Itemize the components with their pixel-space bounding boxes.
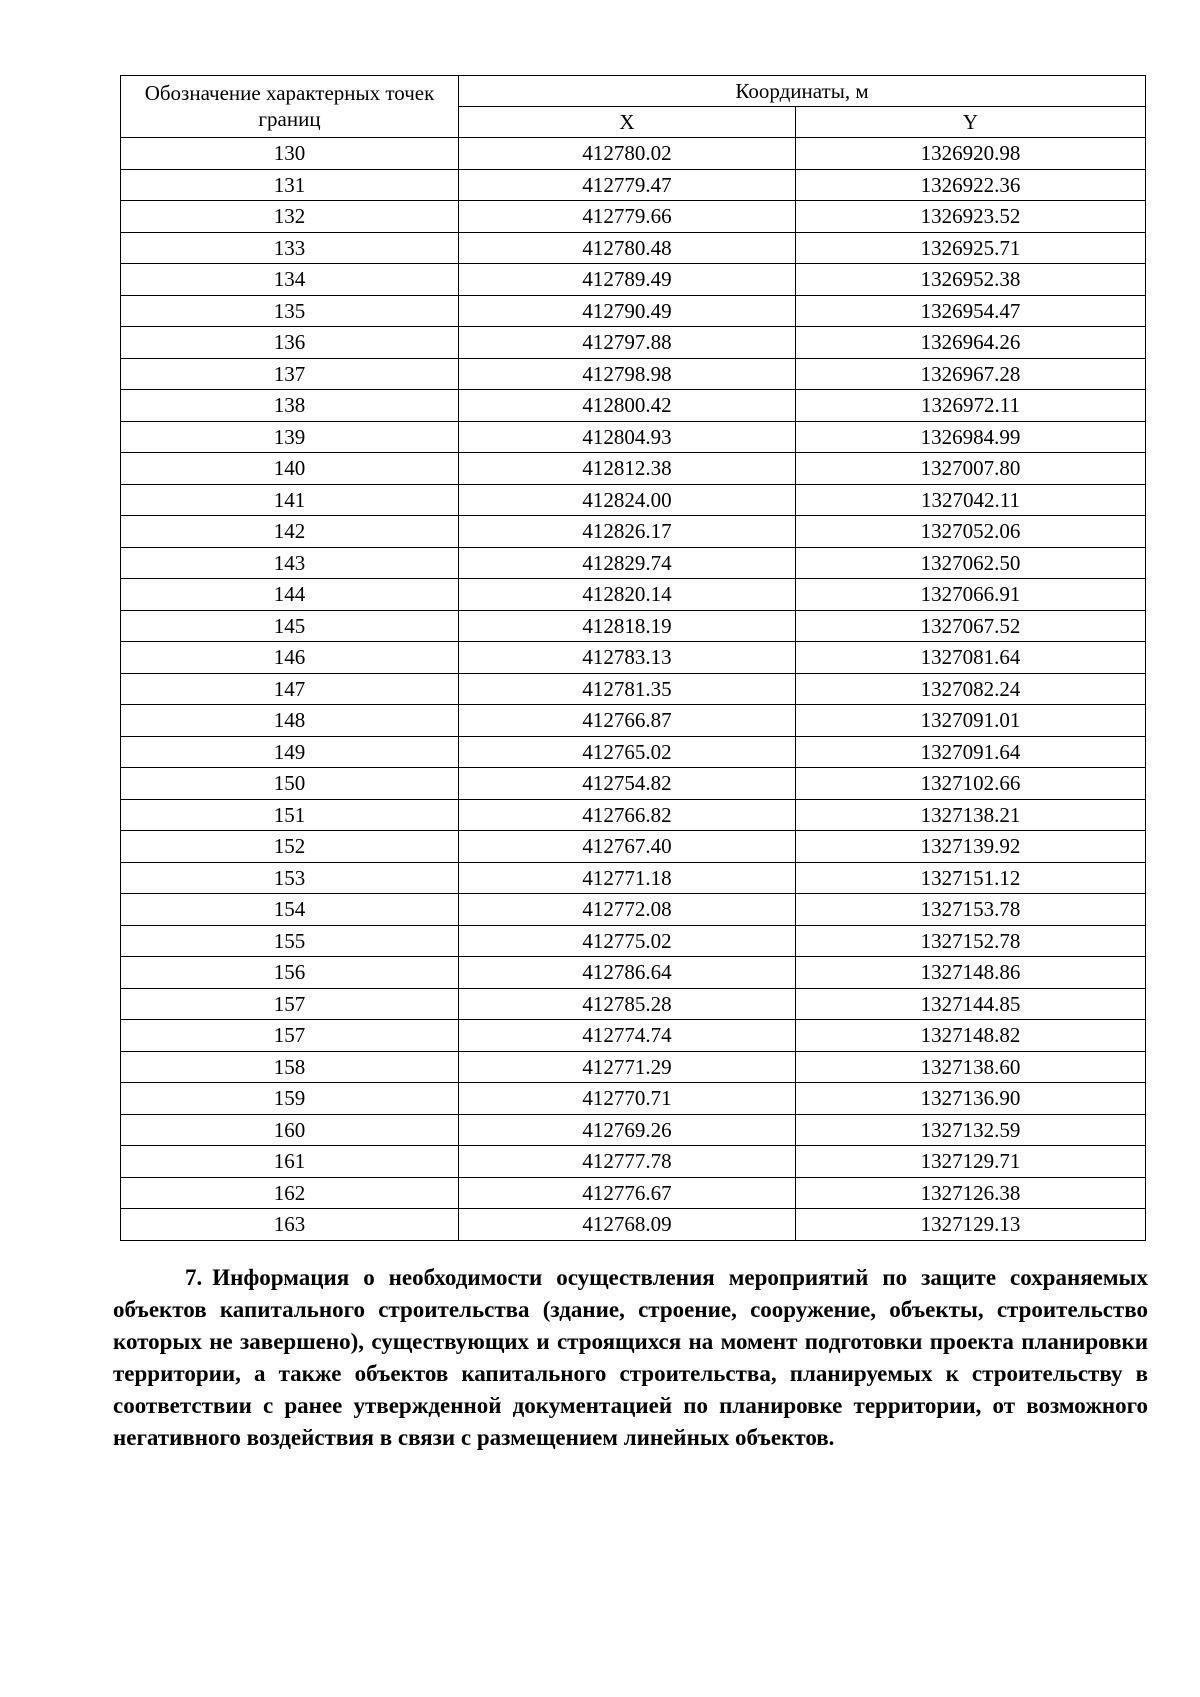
y-cell: 1326952.38 [796, 264, 1146, 296]
section-7-paragraph [113, 1262, 1148, 1454]
x-cell: 412781.35 [459, 673, 796, 705]
x-cell: 412774.74 [459, 1020, 796, 1052]
point-cell: 157 [121, 988, 459, 1020]
x-cell: 412797.88 [459, 327, 796, 359]
point-cell: 154 [121, 894, 459, 926]
y-cell: 1327091.64 [796, 736, 1146, 768]
coordinates-table [120, 75, 1146, 1241]
y-cell: 1326984.99 [796, 421, 1146, 453]
x-cell: 412765.02 [459, 736, 796, 768]
x-cell: 412754.82 [459, 768, 796, 800]
point-cell: 142 [121, 516, 459, 548]
x-cell: 412820.14 [459, 579, 796, 611]
table-row [121, 705, 1146, 737]
table-row [121, 1051, 1146, 1083]
y-cell: 1327126.38 [796, 1177, 1146, 1209]
point-cell: 132 [121, 201, 459, 233]
table-row [121, 358, 1146, 390]
x-cell: 412766.82 [459, 799, 796, 831]
x-cell: 412772.08 [459, 894, 796, 926]
point-cell: 138 [121, 390, 459, 422]
x-cell: 412785.28 [459, 988, 796, 1020]
x-cell: 412818.19 [459, 610, 796, 642]
y-cell: 1327153.78 [796, 894, 1146, 926]
y-cell: 1327062.50 [796, 547, 1146, 579]
y-cell: 1326920.98 [796, 138, 1146, 170]
y-cell: 1327042.11 [796, 484, 1146, 516]
x-cell: 412798.98 [459, 358, 796, 390]
table-row [121, 295, 1146, 327]
x-cell: 412786.64 [459, 957, 796, 989]
table-row [121, 1146, 1146, 1178]
y-cell: 1327138.21 [796, 799, 1146, 831]
point-cell: 137 [121, 358, 459, 390]
point-cell: 161 [121, 1146, 459, 1178]
point-cell: 130 [121, 138, 459, 170]
x-cell: 412775.02 [459, 925, 796, 957]
table-row [121, 1083, 1146, 1115]
table-row [121, 1209, 1146, 1241]
point-cell: 146 [121, 642, 459, 674]
y-cell: 1327081.64 [796, 642, 1146, 674]
y-cell: 1327148.86 [796, 957, 1146, 989]
y-cell: 1327152.78 [796, 925, 1146, 957]
y-cell: 1327144.85 [796, 988, 1146, 1020]
point-cell: 153 [121, 862, 459, 894]
table-row [121, 516, 1146, 548]
table-row [121, 610, 1146, 642]
y-cell: 1326954.47 [796, 295, 1146, 327]
point-cell: 156 [121, 957, 459, 989]
x-cell: 412771.18 [459, 862, 796, 894]
table-row [121, 579, 1146, 611]
table-row [121, 1114, 1146, 1146]
x-cell: 412790.49 [459, 295, 796, 327]
point-cell: 139 [121, 421, 459, 453]
table-row [121, 421, 1146, 453]
y-cell: 1327132.59 [796, 1114, 1146, 1146]
point-cell: 151 [121, 799, 459, 831]
table-row [121, 957, 1146, 989]
x-cell: 412779.66 [459, 201, 796, 233]
table-row [121, 894, 1146, 926]
point-cell: 134 [121, 264, 459, 296]
section-number: 7. [185, 1265, 203, 1290]
table-row [121, 390, 1146, 422]
x-cell: 412829.74 [459, 547, 796, 579]
coordinates-group-header: Координаты, м [459, 76, 1146, 107]
point-cell: 148 [121, 705, 459, 737]
table-row [121, 831, 1146, 863]
point-cell: 160 [121, 1114, 459, 1146]
point-cell: 135 [121, 295, 459, 327]
point-cell: 144 [121, 579, 459, 611]
table-row [121, 799, 1146, 831]
y-cell: 1327129.13 [796, 1209, 1146, 1241]
point-cell: 159 [121, 1083, 459, 1115]
point-cell: 133 [121, 232, 459, 264]
table-row [121, 201, 1146, 233]
point-cell: 140 [121, 453, 459, 485]
y-cell: 1327052.06 [796, 516, 1146, 548]
x-cell: 412770.71 [459, 1083, 796, 1115]
point-cell: 147 [121, 673, 459, 705]
x-cell: 412824.00 [459, 484, 796, 516]
point-cell: 141 [121, 484, 459, 516]
table-row [121, 138, 1146, 170]
point-cell: 145 [121, 610, 459, 642]
point-cell: 152 [121, 831, 459, 863]
y-cell: 1327102.66 [796, 768, 1146, 800]
table-row [121, 1177, 1146, 1209]
y-cell: 1327139.92 [796, 831, 1146, 863]
table-row [121, 768, 1146, 800]
y-cell: 1327148.82 [796, 1020, 1146, 1052]
table-row [121, 736, 1146, 768]
y-cell: 1326923.52 [796, 201, 1146, 233]
x-cell: 412777.78 [459, 1146, 796, 1178]
point-column-header: Обозначение характерных точек границ [121, 76, 459, 138]
table-row [121, 547, 1146, 579]
table-row [121, 642, 1146, 674]
point-cell: 136 [121, 327, 459, 359]
x-cell: 412826.17 [459, 516, 796, 548]
x-cell: 412776.67 [459, 1177, 796, 1209]
y-cell: 1326964.26 [796, 327, 1146, 359]
table-row [121, 925, 1146, 957]
table-row [121, 988, 1146, 1020]
y-cell: 1327138.60 [796, 1051, 1146, 1083]
table-row [121, 484, 1146, 516]
y-cell: 1327136.90 [796, 1083, 1146, 1115]
y-cell: 1327129.71 [796, 1146, 1146, 1178]
table-row [121, 862, 1146, 894]
y-cell: 1326922.36 [796, 169, 1146, 201]
y-cell: 1327151.12 [796, 862, 1146, 894]
y-cell: 1327091.01 [796, 705, 1146, 737]
table-row [121, 673, 1146, 705]
point-cell: 162 [121, 1177, 459, 1209]
x-cell: 412779.47 [459, 169, 796, 201]
table-row [121, 453, 1146, 485]
y-column-header: Y [796, 107, 1146, 138]
point-cell: 157 [121, 1020, 459, 1052]
point-cell: 150 [121, 768, 459, 800]
section-text: Информация о необходимости осуществления мероприятий по защите сохраняемых объектов капитального строительства (здание, строение, сооружение, объекты, строительство которых не завершено), существующих и строящихся на момент подготовки проекта планировки территории, а также объектов капитального строительства, планируемых к строительству в соответствии с ранее утвержденной документацией по планировке территории, от возможного негативного воздействия в связи с размещением линейных объектов. [113, 1265, 1148, 1450]
table-row [121, 169, 1146, 201]
x-cell: 412768.09 [459, 1209, 796, 1241]
table-row [121, 327, 1146, 359]
y-cell: 1326967.28 [796, 358, 1146, 390]
y-cell: 1326972.11 [796, 390, 1146, 422]
y-cell: 1327066.91 [796, 579, 1146, 611]
table-body [121, 138, 1146, 1241]
x-cell: 412771.29 [459, 1051, 796, 1083]
x-cell: 412767.40 [459, 831, 796, 863]
x-column-header: X [459, 107, 796, 138]
x-cell: 412783.13 [459, 642, 796, 674]
x-cell: 412804.93 [459, 421, 796, 453]
x-cell: 412766.87 [459, 705, 796, 737]
x-cell: 412812.38 [459, 453, 796, 485]
x-cell: 412780.02 [459, 138, 796, 170]
table-row [121, 1020, 1146, 1052]
x-cell: 412800.42 [459, 390, 796, 422]
x-cell: 412789.49 [459, 264, 796, 296]
table-header [121, 76, 1146, 138]
y-cell: 1327007.80 [796, 453, 1146, 485]
y-cell: 1327067.52 [796, 610, 1146, 642]
point-cell: 131 [121, 169, 459, 201]
point-cell: 143 [121, 547, 459, 579]
x-cell: 412780.48 [459, 232, 796, 264]
point-cell: 155 [121, 925, 459, 957]
y-cell: 1327082.24 [796, 673, 1146, 705]
point-cell: 158 [121, 1051, 459, 1083]
point-cell: 163 [121, 1209, 459, 1241]
x-cell: 412769.26 [459, 1114, 796, 1146]
point-cell: 149 [121, 736, 459, 768]
table-row [121, 264, 1146, 296]
y-cell: 1326925.71 [796, 232, 1146, 264]
table-row [121, 232, 1146, 264]
